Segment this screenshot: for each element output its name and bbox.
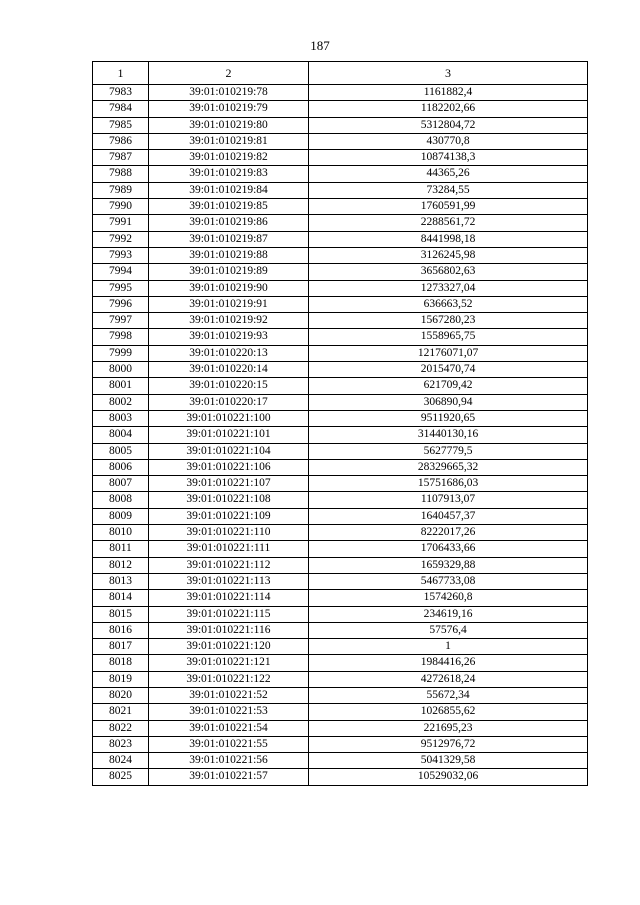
table-row: [93, 182, 588, 198]
value-cell: 10874138,3: [309, 150, 588, 166]
value-cell: 1567280,23: [309, 313, 588, 329]
table-row: [93, 541, 588, 557]
header-col-3: 3: [309, 62, 588, 85]
table-row: [93, 606, 588, 622]
value-cell: 2288561,72: [309, 215, 588, 231]
cadastral-number-cell: 39:01:010221:107: [149, 476, 309, 492]
table-row: [93, 329, 588, 345]
table-row: [93, 492, 588, 508]
row-number-cell: 7985: [93, 117, 149, 133]
row-number-cell: 8011: [93, 541, 149, 557]
row-number-cell: 8022: [93, 720, 149, 736]
cadastral-number-cell: 39:01:010221:106: [149, 459, 309, 475]
value-cell: 1984416,26: [309, 655, 588, 671]
table-row: [93, 296, 588, 312]
cadastral-number-cell: 39:01:010219:82: [149, 150, 309, 166]
row-number-cell: 7991: [93, 215, 149, 231]
row-number-cell: 7999: [93, 345, 149, 361]
row-number-cell: 8002: [93, 394, 149, 410]
cadastral-number-cell: 39:01:010219:89: [149, 264, 309, 280]
row-number-cell: 8024: [93, 753, 149, 769]
table-row: [93, 508, 588, 524]
row-number-cell: 7993: [93, 247, 149, 263]
table-row: [93, 687, 588, 703]
cadastral-number-cell: 39:01:010219:84: [149, 182, 309, 198]
table-row: [93, 199, 588, 215]
cadastral-number-cell: 39:01:010221:120: [149, 639, 309, 655]
value-cell: 3656802,63: [309, 264, 588, 280]
value-cell: 1107913,07: [309, 492, 588, 508]
table-row: [93, 720, 588, 736]
value-cell: 1026855,62: [309, 704, 588, 720]
cadastral-number-cell: 39:01:010221:111: [149, 541, 309, 557]
row-number-cell: 8021: [93, 704, 149, 720]
value-cell: 57576,4: [309, 622, 588, 638]
cadastral-number-cell: 39:01:010221:104: [149, 443, 309, 459]
cadastral-number-cell: 39:01:010221:57: [149, 769, 309, 785]
cadastral-number-cell: 39:01:010219:85: [149, 199, 309, 215]
table-row: [93, 557, 588, 573]
row-number-cell: 7989: [93, 182, 149, 198]
value-cell: 1574260,8: [309, 590, 588, 606]
cadastral-number-cell: 39:01:010220:17: [149, 394, 309, 410]
row-number-cell: 7990: [93, 199, 149, 215]
value-cell: 44365,26: [309, 166, 588, 182]
table-row: [93, 622, 588, 638]
table-row: [93, 280, 588, 296]
cadastral-number-cell: 39:01:010219:92: [149, 313, 309, 329]
row-number-cell: 8025: [93, 769, 149, 785]
cadastral-number-cell: 39:01:010220:15: [149, 378, 309, 394]
cadastral-number-cell: 39:01:010221:53: [149, 704, 309, 720]
row-number-cell: 7983: [93, 85, 149, 101]
row-number-cell: 7992: [93, 231, 149, 247]
row-number-cell: 8008: [93, 492, 149, 508]
cadastral-number-cell: 39:01:010221:112: [149, 557, 309, 573]
table-row: [93, 345, 588, 361]
row-number-cell: 8013: [93, 573, 149, 589]
value-cell: 1: [309, 639, 588, 655]
table-row: [93, 476, 588, 492]
row-number-cell: 8005: [93, 443, 149, 459]
value-cell: 2015470,74: [309, 362, 588, 378]
cadastral-number-cell: 39:01:010221:121: [149, 655, 309, 671]
row-number-cell: 8006: [93, 459, 149, 475]
value-cell: 1558965,75: [309, 329, 588, 345]
cadastral-number-cell: 39:01:010221:100: [149, 410, 309, 426]
row-number-cell: 8007: [93, 476, 149, 492]
value-cell: 221695,23: [309, 720, 588, 736]
value-cell: 1760591,99: [309, 199, 588, 215]
row-number-cell: 8001: [93, 378, 149, 394]
table-row: [93, 313, 588, 329]
value-cell: 4272618,24: [309, 671, 588, 687]
cadastral-number-cell: 39:01:010221:54: [149, 720, 309, 736]
table-header: [93, 62, 588, 85]
cadastral-number-cell: 39:01:010221:114: [149, 590, 309, 606]
value-cell: 1161882,4: [309, 85, 588, 101]
table-row: [93, 231, 588, 247]
value-cell: 1273327,04: [309, 280, 588, 296]
value-cell: 12176071,07: [309, 345, 588, 361]
cadastral-number-cell: 39:01:010219:83: [149, 166, 309, 182]
row-number-cell: 7988: [93, 166, 149, 182]
row-number-cell: 8023: [93, 736, 149, 752]
value-cell: 10529032,06: [309, 769, 588, 785]
cadastral-number-cell: 39:01:010221:122: [149, 671, 309, 687]
value-cell: 5627779,5: [309, 443, 588, 459]
value-cell: 55672,34: [309, 687, 588, 703]
row-number-cell: 7998: [93, 329, 149, 345]
cadastral-number-cell: 39:01:010219:79: [149, 101, 309, 117]
row-number-cell: 7987: [93, 150, 149, 166]
table-row: [93, 590, 588, 606]
cadastral-number-cell: 39:01:010221:115: [149, 606, 309, 622]
cadastral-number-cell: 39:01:010219:88: [149, 247, 309, 263]
value-cell: 1182202,66: [309, 101, 588, 117]
value-cell: 306890,94: [309, 394, 588, 410]
row-number-cell: 8003: [93, 410, 149, 426]
row-number-cell: 7994: [93, 264, 149, 280]
value-cell: 8441998,18: [309, 231, 588, 247]
row-number-cell: 8018: [93, 655, 149, 671]
table-row: [93, 525, 588, 541]
page-number: 187: [310, 38, 330, 53]
row-number-cell: 8019: [93, 671, 149, 687]
table-row: [93, 117, 588, 133]
value-cell: 621709,42: [309, 378, 588, 394]
cadastral-number-cell: 39:01:010221:56: [149, 753, 309, 769]
value-cell: 9511920,65: [309, 410, 588, 426]
value-cell: 5312804,72: [309, 117, 588, 133]
row-number-cell: 7984: [93, 101, 149, 117]
value-cell: 28329665,32: [309, 459, 588, 475]
cadastral-number-cell: 39:01:010221:52: [149, 687, 309, 703]
cadastral-number-cell: 39:01:010219:91: [149, 296, 309, 312]
table-row: [93, 394, 588, 410]
value-cell: 234619,16: [309, 606, 588, 622]
row-number-cell: 7997: [93, 313, 149, 329]
cadastral-number-cell: 39:01:010219:87: [149, 231, 309, 247]
cadastral-number-cell: 39:01:010220:14: [149, 362, 309, 378]
row-number-cell: 8020: [93, 687, 149, 703]
table-row: [93, 753, 588, 769]
table-row: [93, 769, 588, 785]
row-number-cell: 7986: [93, 133, 149, 149]
table-row: [93, 573, 588, 589]
row-number-cell: 8010: [93, 525, 149, 541]
value-cell: 636663,52: [309, 296, 588, 312]
cadastral-number-cell: 39:01:010219:81: [149, 133, 309, 149]
row-number-cell: 8004: [93, 427, 149, 443]
cadastral-number-cell: 39:01:010221:108: [149, 492, 309, 508]
cadastral-number-cell: 39:01:010219:80: [149, 117, 309, 133]
value-cell: 1659329,88: [309, 557, 588, 573]
cadastral-number-cell: 39:01:010219:86: [149, 215, 309, 231]
cadastral-number-cell: 39:01:010221:55: [149, 736, 309, 752]
value-cell: 1706433,66: [309, 541, 588, 557]
table-row: [93, 410, 588, 426]
row-number-cell: 8015: [93, 606, 149, 622]
table-row: [93, 166, 588, 182]
table-row: [93, 427, 588, 443]
cadastral-number-cell: 39:01:010221:101: [149, 427, 309, 443]
table-row: [93, 736, 588, 752]
value-cell: 5041329,58: [309, 753, 588, 769]
value-cell: 5467733,08: [309, 573, 588, 589]
value-cell: 430770,8: [309, 133, 588, 149]
value-cell: 3126245,98: [309, 247, 588, 263]
cadastral-number-cell: 39:01:010221:116: [149, 622, 309, 638]
table-row: [93, 133, 588, 149]
value-cell: 8222017,26: [309, 525, 588, 541]
row-number-cell: 8016: [93, 622, 149, 638]
table-row: [93, 264, 588, 280]
cadastral-number-cell: 39:01:010219:93: [149, 329, 309, 345]
cadastral-number-cell: 39:01:010221:109: [149, 508, 309, 524]
data-table: [92, 61, 588, 786]
table-body: [93, 85, 588, 786]
table-row: [93, 459, 588, 475]
table-row: [93, 639, 588, 655]
header-col-2: 2: [149, 62, 309, 85]
row-number-cell: 7996: [93, 296, 149, 312]
header-row: [93, 62, 588, 85]
row-number-cell: 8012: [93, 557, 149, 573]
table-row: [93, 704, 588, 720]
value-cell: 15751686,03: [309, 476, 588, 492]
value-cell: 1640457,37: [309, 508, 588, 524]
row-number-cell: 7995: [93, 280, 149, 296]
table-row: [93, 378, 588, 394]
row-number-cell: 8017: [93, 639, 149, 655]
table-row: [93, 247, 588, 263]
table-row: [93, 215, 588, 231]
row-number-cell: 8014: [93, 590, 149, 606]
cadastral-number-cell: 39:01:010221:113: [149, 573, 309, 589]
table-row: [93, 655, 588, 671]
value-cell: 73284,55: [309, 182, 588, 198]
row-number-cell: 8000: [93, 362, 149, 378]
table-row: [93, 671, 588, 687]
table-row: [93, 85, 588, 101]
header-col-1: 1: [93, 62, 149, 85]
cadastral-number-cell: 39:01:010221:110: [149, 525, 309, 541]
table-row: [93, 150, 588, 166]
value-cell: 31440130,16: [309, 427, 588, 443]
value-cell: 9512976,72: [309, 736, 588, 752]
table-row: [93, 443, 588, 459]
cadastral-number-cell: 39:01:010219:78: [149, 85, 309, 101]
table-row: [93, 362, 588, 378]
cadastral-number-cell: 39:01:010219:90: [149, 280, 309, 296]
table-row: [93, 101, 588, 117]
row-number-cell: 8009: [93, 508, 149, 524]
cadastral-number-cell: 39:01:010220:13: [149, 345, 309, 361]
